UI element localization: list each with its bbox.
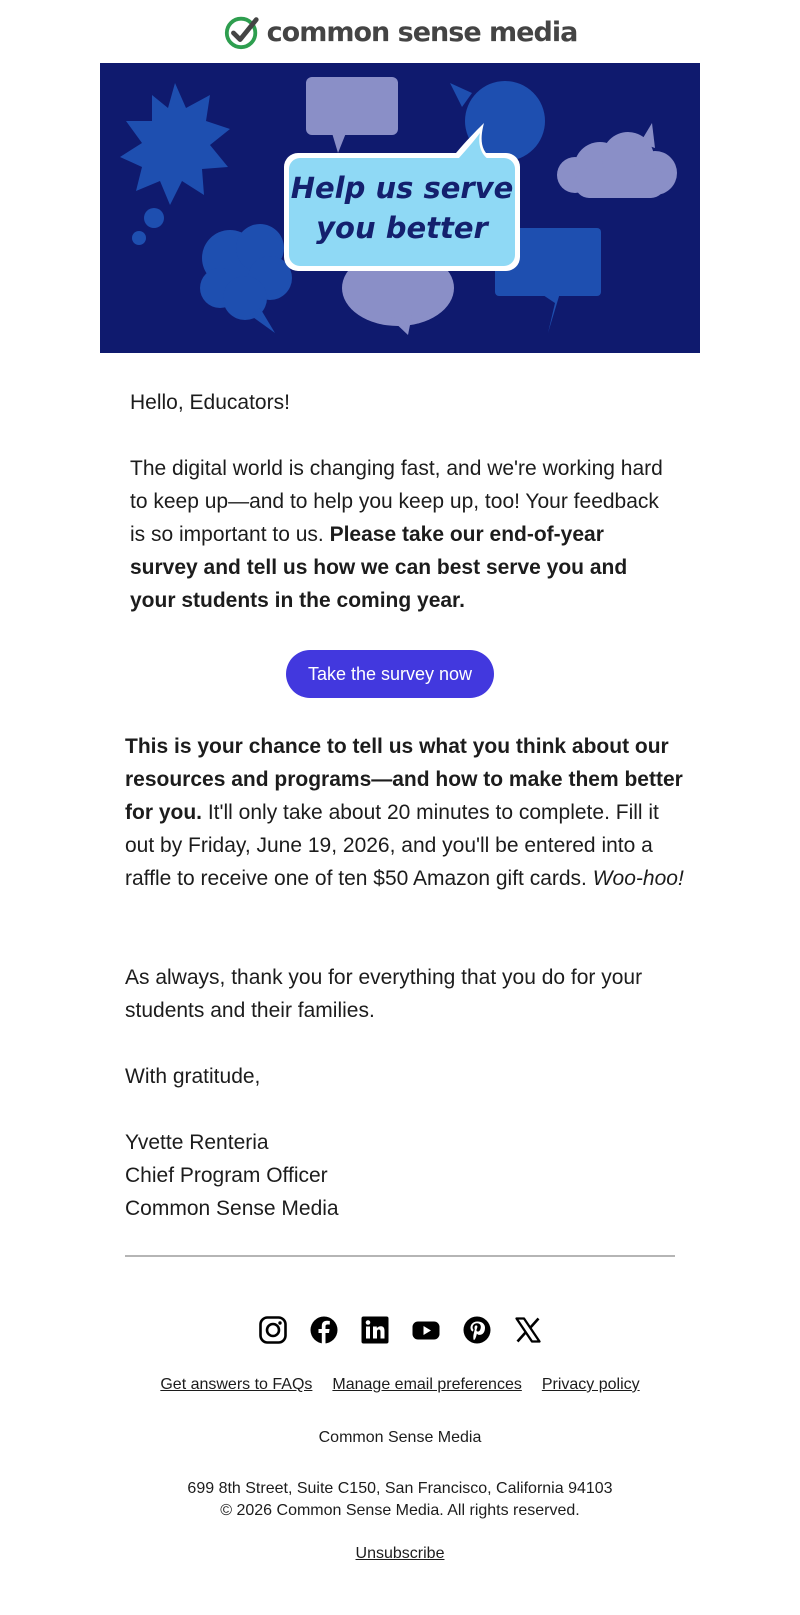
brand-logo[interactable] xyxy=(0,12,800,52)
pinterest-icon xyxy=(462,1315,492,1345)
x-link[interactable] xyxy=(513,1315,543,1345)
social-links xyxy=(0,1315,800,1345)
linkedin-link[interactable] xyxy=(360,1315,390,1345)
signer-name: Yvette Renteria xyxy=(125,1131,269,1154)
signer-org: Common Sense Media xyxy=(125,1197,339,1220)
pinterest-link[interactable] xyxy=(462,1315,492,1345)
footer-copyright: © 2026 Common Sense Media. All rights reserved. xyxy=(220,1502,580,1519)
survey-details-italic: Woo-hoo! xyxy=(592,867,684,890)
intro-bold-text: Please take our end-of-year survey and tell us how we can best serve you and your students in the coming year. xyxy=(130,523,628,612)
intro-text: The digital world is changing fast, and we're working hard to keep up—and to help you keep up, too! Your feedback is so important to us. xyxy=(130,457,663,546)
instagram-link[interactable] xyxy=(258,1315,288,1345)
checkmark-logo-icon xyxy=(223,13,261,51)
survey-details-text: It'll only take about 20 minutes to complete. Fill it out by Friday, June 19, 2026, and you'll be entered into a raffle to receive one of ten $50 Amazon gift cards. xyxy=(125,801,659,890)
take-survey-button[interactable]: Take the survey now xyxy=(286,650,494,698)
survey-details-paragraph xyxy=(125,730,685,895)
faq-link[interactable]: Get answers to FAQs xyxy=(160,1376,313,1393)
unsubscribe-link[interactable]: Unsubscribe xyxy=(355,1545,445,1562)
footer-divider xyxy=(125,1255,675,1257)
footer-links xyxy=(0,1376,800,1394)
linkedin-icon xyxy=(360,1315,390,1345)
closing: With gratitude, xyxy=(125,1065,261,1088)
thanks-paragraph: As always, thank you for everything that you do for your students and their families. xyxy=(125,966,643,1022)
greeting: Hello, Educators! xyxy=(130,391,290,414)
signer-title: Chief Program Officer xyxy=(125,1164,328,1187)
starburst-shape xyxy=(120,83,230,205)
manage-email-preferences-link[interactable]: Manage email preferences xyxy=(332,1376,522,1393)
facebook-icon xyxy=(309,1315,339,1345)
footer-address: 699 8th Street, Suite C150, San Francisco, California 94103 xyxy=(187,1480,613,1497)
hero-headline-line2: you better xyxy=(316,211,488,245)
youtube-link[interactable] xyxy=(411,1315,441,1345)
intro-paragraph xyxy=(130,452,670,617)
footer-org: Common Sense Media xyxy=(318,1429,482,1446)
privacy-policy-link[interactable]: Privacy policy xyxy=(541,1376,640,1393)
facebook-link[interactable] xyxy=(309,1315,339,1345)
hero-headline-line1: Help us serve xyxy=(290,171,514,205)
instagram-icon xyxy=(258,1315,288,1345)
x-icon xyxy=(513,1315,543,1345)
brand-name: common sense media xyxy=(266,16,578,48)
speech-bubbles-illustration xyxy=(100,63,700,353)
hero-banner xyxy=(100,63,700,353)
survey-details-bold: This is your chance to tell us what you think about our resources and programs—and how to make them better for you. xyxy=(125,735,683,824)
youtube-icon xyxy=(411,1315,441,1345)
